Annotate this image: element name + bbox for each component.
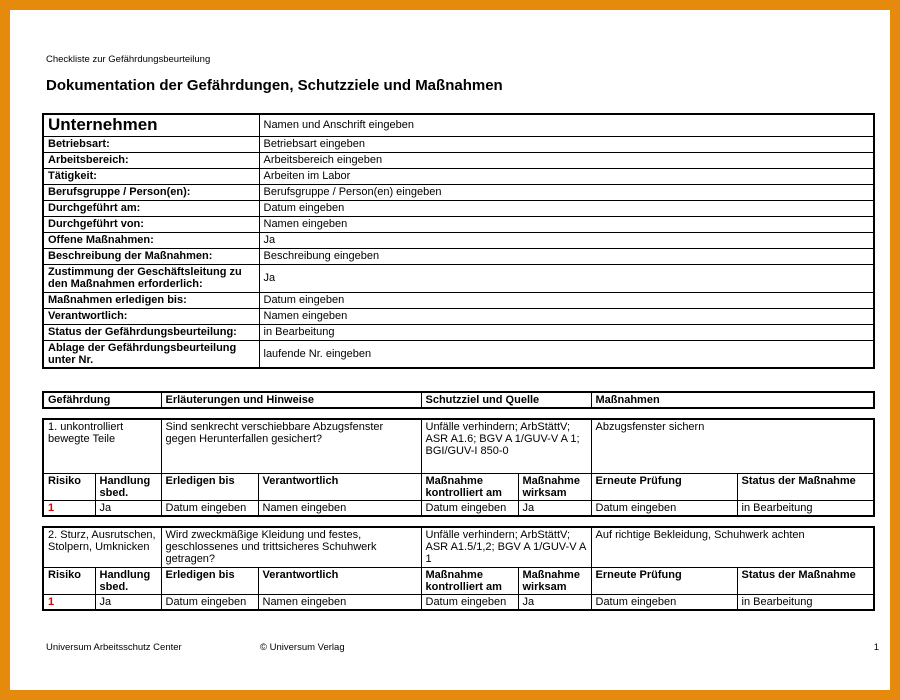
info-row (43, 184, 874, 200)
hazard-values-row (43, 500, 874, 516)
info-value[interactable]: Datum eingeben (259, 292, 874, 308)
info-label: Arbeitsbereich: (43, 152, 259, 168)
info-row (43, 200, 874, 216)
hazard-values-row (43, 594, 874, 610)
info-row (43, 340, 874, 368)
info-value[interactable]: Ja (259, 232, 874, 248)
info-value[interactable]: Berufsgruppe / Person(en) eingeben (259, 184, 874, 200)
sub-header-action: Handlung sbed. (95, 567, 161, 594)
info-value[interactable]: in Bearbeitung (259, 324, 874, 340)
info-value[interactable]: laufende Nr. eingeben (259, 340, 874, 368)
info-value[interactable]: Arbeiten im Labor (259, 168, 874, 184)
effective-value[interactable]: Ja (518, 594, 591, 610)
info-row (43, 248, 874, 264)
risk-value[interactable]: 1 (43, 594, 95, 610)
action-value[interactable]: Ja (95, 500, 161, 516)
hazard-table (42, 526, 875, 611)
company-label: Unternehmen (43, 114, 259, 136)
sub-header-effective: Maßnahme wirksam (518, 567, 591, 594)
due-value[interactable]: Datum eingeben (161, 500, 258, 516)
responsible-value[interactable]: Namen eingeben (258, 594, 421, 610)
hazard-subheader-row (43, 473, 874, 500)
status-value[interactable]: in Bearbeitung (737, 594, 874, 610)
info-value[interactable]: Betriebsart eingeben (259, 136, 874, 152)
due-value[interactable]: Datum eingeben (161, 594, 258, 610)
info-label: Beschreibung der Maßnahmen: (43, 248, 259, 264)
column-header-notes: Erläuterungen und Hinweise (161, 392, 421, 408)
document-page (10, 10, 890, 690)
sub-header-due: Erledigen bis (161, 473, 258, 500)
info-row (43, 168, 874, 184)
checked-value[interactable]: Datum eingeben (421, 500, 518, 516)
checked-value[interactable]: Datum eingeben (421, 594, 518, 610)
info-label: Verantwortlich: (43, 308, 259, 324)
hazard-notes: Wird zweckmäßige Kleidung und festes, geschlossenes und trittsicheres Schuhwerk getragen? (161, 527, 421, 567)
sub-header-effective: Maßnahme wirksam (518, 473, 591, 500)
action-value[interactable]: Ja (95, 594, 161, 610)
document-title: Dokumentation der Gefährdungen, Schutzziele und Maßnahmen (46, 77, 503, 94)
hazard-description-row (43, 527, 874, 567)
recheck-value[interactable]: Datum eingeben (591, 594, 737, 610)
info-row (43, 152, 874, 168)
sub-header-status: Status der Maßnahme (737, 473, 874, 500)
footer-copyright: © Universum Verlag (260, 642, 345, 653)
sub-header-action: Handlung sbed. (95, 473, 161, 500)
info-label: Betriebsart: (43, 136, 259, 152)
column-header-row (43, 392, 874, 408)
status-value[interactable]: in Bearbeitung (737, 500, 874, 516)
hazard-name: 1. unkontrolliert bewegte Teile (43, 419, 161, 473)
sub-header-responsible: Verantwortlich (258, 473, 421, 500)
responsible-value[interactable]: Namen eingeben (258, 500, 421, 516)
hazard-description-row (43, 419, 874, 473)
info-value[interactable]: Namen eingeben (259, 216, 874, 232)
document-header: Checkliste zur Gefährdungsbeurteilung (46, 54, 211, 65)
info-row (43, 292, 874, 308)
info-value[interactable]: Arbeitsbereich eingeben (259, 152, 874, 168)
info-row (43, 216, 874, 232)
hazard-table (42, 418, 875, 517)
hazard-measures[interactable]: Auf richtige Bekleidung, Schuhwerk achten (591, 527, 874, 567)
info-label: Tätigkeit: (43, 168, 259, 184)
info-row (43, 136, 874, 152)
info-value[interactable]: Namen eingeben (259, 308, 874, 324)
info-row (43, 308, 874, 324)
info-label: Offene Maßnahmen: (43, 232, 259, 248)
hazard-subheader-row (43, 567, 874, 594)
hazard-name: 2. Sturz, Ausrutschen, Stolpern, Umknicken (43, 527, 161, 567)
info-value[interactable]: Beschreibung eingeben (259, 248, 874, 264)
recheck-value[interactable]: Datum eingeben (591, 500, 737, 516)
sub-header-status: Status der Maßnahme (737, 567, 874, 594)
sub-header-checked: Maßnahme kontrolliert am (421, 567, 518, 594)
sub-header-recheck: Erneute Prüfung (591, 567, 737, 594)
info-value[interactable]: Ja (259, 264, 874, 292)
info-row (43, 264, 874, 292)
sub-header-recheck: Erneute Prüfung (591, 473, 737, 500)
hazard-measures[interactable]: Abzugsfenster sichern (591, 419, 874, 473)
company-value[interactable]: Namen und Anschrift eingeben (259, 114, 874, 136)
info-label: Maßnahmen erledigen bis: (43, 292, 259, 308)
hazard-goal: Unfälle verhindern; ArbStättV; ASR A1.5/1,2; BGV A 1/GUV-V A 1 (421, 527, 591, 567)
sub-header-due: Erledigen bis (161, 567, 258, 594)
hazard-notes: Sind senkrecht verschiebbare Abzugsfenster gegen Herunterfallen gesichert? (161, 419, 421, 473)
hazard-goal: Unfälle verhindern; ArbStättV; ASR A1.6; BGV A 1/GUV-V A 1; BGI/GUV-I 850-0 (421, 419, 591, 473)
info-value[interactable]: Datum eingeben (259, 200, 874, 216)
company-info-table (42, 113, 875, 369)
column-header-hazard: Gefährdung (43, 392, 161, 408)
hazard-column-header (42, 391, 875, 409)
risk-value[interactable]: 1 (43, 500, 95, 516)
info-row (43, 324, 874, 340)
info-label: Status der Gefährdungsbeurteilung: (43, 324, 259, 340)
page-number: 1 (873, 642, 879, 653)
info-label: Berufsgruppe / Person(en): (43, 184, 259, 200)
column-header-goal: Schutzziel und Quelle (421, 392, 591, 408)
sub-header-risk: Risiko (43, 567, 95, 594)
sub-header-risk: Risiko (43, 473, 95, 500)
footer-publisher-center: Universum Arbeitsschutz Center (46, 642, 182, 653)
info-label: Durchgeführt am: (43, 200, 259, 216)
effective-value[interactable]: Ja (518, 500, 591, 516)
sub-header-checked: Maßnahme kontrolliert am (421, 473, 518, 500)
info-row-company (43, 114, 874, 136)
info-label: Zustimmung der Geschäftsleitung zu den Maßnahmen erforderlich: (43, 264, 259, 292)
info-label: Ablage der Gefährdungsbeurteilung unter Nr. (43, 340, 259, 368)
info-label: Durchgeführt von: (43, 216, 259, 232)
sub-header-responsible: Verantwortlich (258, 567, 421, 594)
column-header-measures: Maßnahmen (591, 392, 874, 408)
info-row (43, 232, 874, 248)
